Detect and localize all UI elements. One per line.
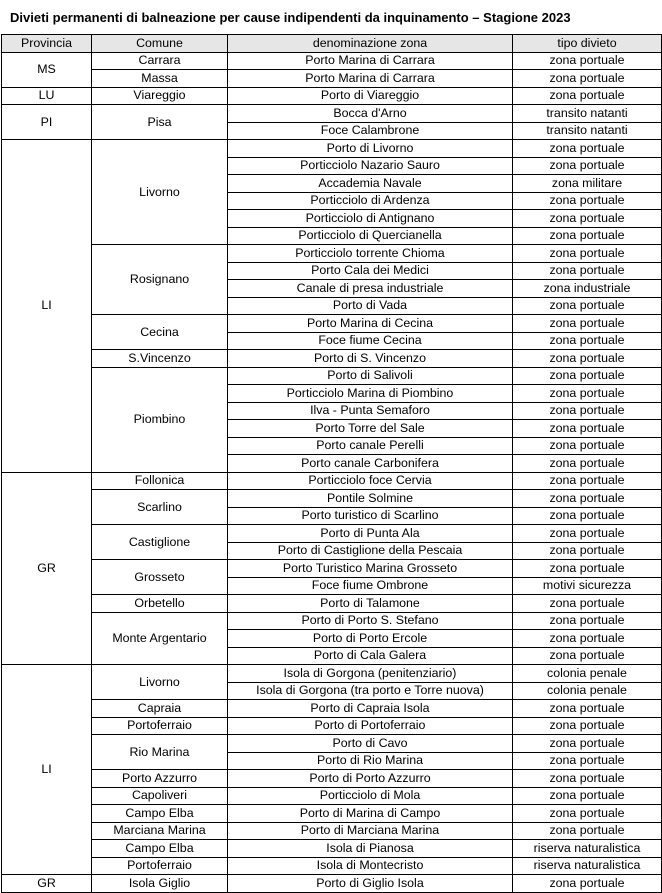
tipo-divieto-cell: zona militare xyxy=(513,175,662,193)
tipo-divieto-cell: zona portuale xyxy=(513,455,662,473)
comune-cell: Porto Azzurro xyxy=(92,770,228,788)
zona-cell: Porto di Porto Azzurro xyxy=(228,770,513,788)
provincia-cell: LU xyxy=(2,87,92,105)
table-row xyxy=(2,140,662,158)
comune-cell: Rio Marina xyxy=(92,735,228,770)
tipo-divieto-cell: zona portuale xyxy=(513,350,662,368)
zona-cell: Canale di presa industriale xyxy=(228,280,513,298)
zona-cell: Porto di Rio Marina xyxy=(228,752,513,770)
tipo-divieto-cell: zona portuale xyxy=(513,542,662,560)
zona-cell: Porto di Cavo xyxy=(228,735,513,753)
page-title: Divieti permanenti di balneazione per cause indipendenti da inquinamento – Stagione 2023 xyxy=(10,9,571,25)
comune-cell: Cecina xyxy=(92,315,228,350)
zona-cell: Porticciolo di Antignano xyxy=(228,210,513,228)
comune-cell: Pisa xyxy=(92,105,228,140)
table-row xyxy=(2,735,662,753)
table-row xyxy=(2,770,662,788)
tipo-divieto-cell: zona portuale xyxy=(513,157,662,175)
provincia-cell: GR xyxy=(2,472,92,665)
tipo-divieto-cell: transito natanti xyxy=(513,105,662,123)
zona-cell: Porto di S. Vincenzo xyxy=(228,350,513,368)
tipo-divieto-cell: zona portuale xyxy=(513,262,662,280)
zona-cell: Porto di Marina di Campo xyxy=(228,805,513,823)
zona-cell: Porticciolo di Ardenza xyxy=(228,192,513,210)
comune-cell: Capraia xyxy=(92,700,228,718)
header-tipo-divieto: tipo divieto xyxy=(513,35,662,53)
comune-cell: Monte Argentario xyxy=(92,612,228,665)
table-row xyxy=(2,245,662,263)
tipo-divieto-cell: zona portuale xyxy=(513,735,662,753)
table-header-row xyxy=(2,35,662,53)
zona-cell: Porto di Porto S. Stefano xyxy=(228,612,513,630)
tipo-divieto-cell: zona portuale xyxy=(513,647,662,665)
tipo-divieto-cell: zona portuale xyxy=(513,297,662,315)
zona-cell: Porto di Livorno xyxy=(228,140,513,158)
zona-cell: Foce fiume Cecina xyxy=(228,332,513,350)
provincia-cell: GR xyxy=(2,875,92,893)
comune-cell: Massa xyxy=(92,70,228,88)
provincia-cell: LI xyxy=(2,665,92,875)
table-row xyxy=(2,490,662,508)
comune-cell: Castiglione xyxy=(92,525,228,560)
zona-cell: Porto di Capraia Isola xyxy=(228,700,513,718)
tipo-divieto-cell: zona portuale xyxy=(513,560,662,578)
comune-cell: Livorno xyxy=(92,665,228,700)
divieti-table xyxy=(1,34,662,893)
tipo-divieto-cell: zona portuale xyxy=(513,385,662,403)
tipo-divieto-cell: zona portuale xyxy=(513,612,662,630)
tipo-divieto-cell: zona portuale xyxy=(513,525,662,543)
comune-cell: Carrara xyxy=(92,52,228,70)
table-row xyxy=(2,105,662,123)
provincia-cell: MS xyxy=(2,52,92,87)
tipo-divieto-cell: zona portuale xyxy=(513,437,662,455)
table-row xyxy=(2,350,662,368)
zona-cell: Porto Cala dei Medici xyxy=(228,262,513,280)
table-row xyxy=(2,612,662,630)
table-row xyxy=(2,840,662,858)
table-row xyxy=(2,52,662,70)
zona-cell: Accademia Navale xyxy=(228,175,513,193)
tipo-divieto-cell: colonia penale xyxy=(513,665,662,683)
provincia-cell: PI xyxy=(2,105,92,140)
zona-cell: Porticciolo foce Cervia xyxy=(228,472,513,490)
comune-cell: Follonica xyxy=(92,472,228,490)
tipo-divieto-cell: motivi sicurezza xyxy=(513,577,662,595)
zona-cell: Porticciolo di Quercianella xyxy=(228,227,513,245)
comune-cell: Campo Elba xyxy=(92,805,228,823)
table-row xyxy=(2,315,662,333)
zona-cell: Porticciolo torrente Chioma xyxy=(228,245,513,263)
tipo-divieto-cell: zona portuale xyxy=(513,875,662,893)
zona-cell: Porto canale Perelli xyxy=(228,437,513,455)
zona-cell: Porto di Castiglione della Pescaia xyxy=(228,542,513,560)
tipo-divieto-cell: zona portuale xyxy=(513,770,662,788)
comune-cell: Scarlino xyxy=(92,490,228,525)
tipo-divieto-cell: zona portuale xyxy=(513,717,662,735)
zona-cell: Isola di Pianosa xyxy=(228,840,513,858)
zona-cell: Porto Marina di Carrara xyxy=(228,70,513,88)
tipo-divieto-cell: zona portuale xyxy=(513,192,662,210)
tipo-divieto-cell: zona portuale xyxy=(513,402,662,420)
comune-cell: Campo Elba xyxy=(92,840,228,858)
comune-cell: Portoferraio xyxy=(92,717,228,735)
provincia-cell: LI xyxy=(2,140,92,473)
table-row xyxy=(2,857,662,875)
header-provincia: Provincia xyxy=(2,35,92,53)
comune-cell: Marciana Marina xyxy=(92,822,228,840)
table-body xyxy=(2,52,662,892)
zona-cell: Porto di Salivoli xyxy=(228,367,513,385)
table-row xyxy=(2,560,662,578)
zona-cell: Porto Marina di Cecina xyxy=(228,315,513,333)
comune-cell: Piombino xyxy=(92,367,228,472)
zona-cell: Porticciolo di Mola xyxy=(228,787,513,805)
tipo-divieto-cell: transito natanti xyxy=(513,122,662,140)
tipo-divieto-cell: zona portuale xyxy=(513,787,662,805)
comune-cell: Capoliveri xyxy=(92,787,228,805)
tipo-divieto-cell: riserva naturalistica xyxy=(513,857,662,875)
table-row xyxy=(2,472,662,490)
tipo-divieto-cell: zona portuale xyxy=(513,227,662,245)
table-row xyxy=(2,525,662,543)
tipo-divieto-cell: zona portuale xyxy=(513,140,662,158)
table-row xyxy=(2,717,662,735)
zona-cell: Porto di Cala Galera xyxy=(228,647,513,665)
zona-cell: Pontile Solmine xyxy=(228,490,513,508)
zona-cell: Ilva - Punta Semaforo xyxy=(228,402,513,420)
zona-cell: Isola di Montecristo xyxy=(228,857,513,875)
zona-cell: Porto Torre del Sale xyxy=(228,420,513,438)
zona-cell: Porto di Marciana Marina xyxy=(228,822,513,840)
tipo-divieto-cell: zona portuale xyxy=(513,630,662,648)
comune-cell: Livorno xyxy=(92,140,228,245)
table-row xyxy=(2,70,662,88)
comune-cell: Grosseto xyxy=(92,560,228,595)
tipo-divieto-cell: zona portuale xyxy=(513,245,662,263)
zona-cell: Porto di Porto Ercole xyxy=(228,630,513,648)
comune-cell: Portoferraio xyxy=(92,857,228,875)
zona-cell: Porto di Giglio Isola xyxy=(228,875,513,893)
tipo-divieto-cell: zona portuale xyxy=(513,700,662,718)
tipo-divieto-cell: zona portuale xyxy=(513,332,662,350)
zona-cell: Porto turistico di Scarlino xyxy=(228,507,513,525)
zona-cell: Porticciolo Nazario Sauro xyxy=(228,157,513,175)
tipo-divieto-cell: zona portuale xyxy=(513,752,662,770)
zona-cell: Porto di Punta Ala xyxy=(228,525,513,543)
comune-cell: Isola Giglio xyxy=(92,875,228,893)
comune-cell: S.Vincenzo xyxy=(92,350,228,368)
table-row xyxy=(2,822,662,840)
tipo-divieto-cell: zona portuale xyxy=(513,52,662,70)
table-row xyxy=(2,367,662,385)
table-row xyxy=(2,787,662,805)
tipo-divieto-cell: zona portuale xyxy=(513,507,662,525)
tipo-divieto-cell: zona portuale xyxy=(513,70,662,88)
tipo-divieto-cell: zona portuale xyxy=(513,822,662,840)
zona-cell: Foce Calambrone xyxy=(228,122,513,140)
header-denominazione-zona: denominazione zona xyxy=(228,35,513,53)
table-row xyxy=(2,595,662,613)
tipo-divieto-cell: colonia penale xyxy=(513,682,662,700)
zona-cell: Porto di Vada xyxy=(228,297,513,315)
tipo-divieto-cell: zona portuale xyxy=(513,315,662,333)
zona-cell: Isola di Gorgona (penitenziario) xyxy=(228,665,513,683)
tipo-divieto-cell: riserva naturalistica xyxy=(513,840,662,858)
tipo-divieto-cell: zona portuale xyxy=(513,490,662,508)
comune-cell: Rosignano xyxy=(92,245,228,315)
zona-cell: Porto di Portoferraio xyxy=(228,717,513,735)
tipo-divieto-cell: zona portuale xyxy=(513,420,662,438)
table-row xyxy=(2,700,662,718)
zona-cell: Bocca d'Arno xyxy=(228,105,513,123)
tipo-divieto-cell: zona industriale xyxy=(513,280,662,298)
zona-cell: Porto di Talamone xyxy=(228,595,513,613)
zona-cell: Porticciolo Marina di Piombino xyxy=(228,385,513,403)
table-row xyxy=(2,875,662,893)
table-row xyxy=(2,665,662,683)
zona-cell: Porto di Viareggio xyxy=(228,87,513,105)
zona-cell: Isola di Gorgona (tra porto e Torre nuova) xyxy=(228,682,513,700)
zona-cell: Porto canale Carbonifera xyxy=(228,455,513,473)
header-comune: Comune xyxy=(92,35,228,53)
table-row xyxy=(2,805,662,823)
zona-cell: Porto Marina di Carrara xyxy=(228,52,513,70)
tipo-divieto-cell: zona portuale xyxy=(513,472,662,490)
comune-cell: Viareggio xyxy=(92,87,228,105)
comune-cell: Orbetello xyxy=(92,595,228,613)
zona-cell: Foce fiume Ombrone xyxy=(228,577,513,595)
tipo-divieto-cell: zona portuale xyxy=(513,805,662,823)
tipo-divieto-cell: zona portuale xyxy=(513,210,662,228)
tipo-divieto-cell: zona portuale xyxy=(513,595,662,613)
tipo-divieto-cell: zona portuale xyxy=(513,367,662,385)
tipo-divieto-cell: zona portuale xyxy=(513,87,662,105)
table-row xyxy=(2,87,662,105)
zona-cell: Porto Turistico Marina Grosseto xyxy=(228,560,513,578)
